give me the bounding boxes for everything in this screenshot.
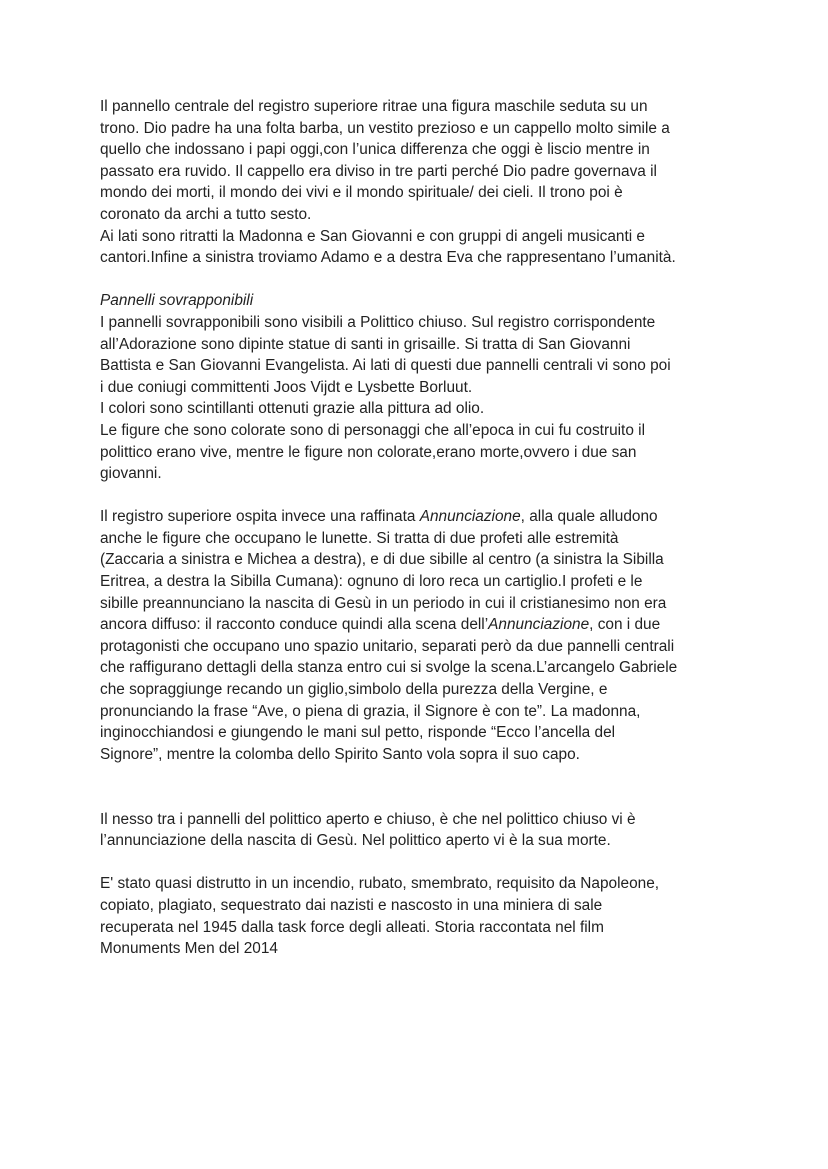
text-line: all’Adorazione sono dipinte statue di santi in grisaille. Si tratta di San Giovanni: [100, 335, 631, 353]
text-line: I pannelli sovrapponibili sono visibili a Polittico chiuso. Sul registro corrispondente: [100, 313, 656, 331]
text-line: i due coniugi committenti Joos Vijdt e Lysbette Borluut.: [100, 378, 473, 396]
paragraph-nesso: [100, 809, 740, 852]
text-line: che sopraggiunge recando un giglio,simbolo della purezza della Vergine, e: [100, 681, 608, 699]
text-line: Ai lati sono ritratti la Madonna e San Giovanni e con gruppi di angeli musicanti e: [100, 227, 645, 245]
text-line: polittico erano vive, mentre le figure non colorate,erano morte,ovvero i due san: [100, 443, 637, 461]
text-line: (Zaccaria a sinistra e Michea a destra), e di due sibille al centro (a sinistra la Sibilla: [100, 551, 664, 569]
text-line: giovanni.: [100, 465, 162, 483]
text-line: I colori sono scintillanti ottenuti grazie alla pittura ad olio.: [100, 400, 485, 418]
paragraph-dio-padre: [100, 96, 740, 269]
text-line: Monuments Men del 2014: [100, 940, 278, 958]
text-line: Il pannello centrale del registro superiore ritrae una figura maschile seduta su un: [100, 98, 648, 115]
text-line: Battista e San Giovanni Evangelista. Ai lati di questi due pannelli centrali vi sono poi: [100, 357, 671, 375]
text-line: inginocchiandosi e giungendo le mani sul petto, risponde “Ecco l’ancella del: [100, 724, 616, 742]
paragraph-spacer: [100, 269, 740, 291]
text-line: recuperata nel 1945 dalla task force degli alleati. Storia raccontata nel film: [100, 918, 604, 936]
text-line: Il nesso tra i pannelli del polittico aperto e chiuso, è che nel polittico chiuso vi è: [100, 810, 636, 828]
text-line: Eritrea, a destra la Sibilla Cumana): ognuno di loro reca un cartiglio.I profeti e le: [100, 573, 643, 591]
paragraph-storia: [100, 873, 740, 959]
paragraph-spacer: [100, 852, 740, 874]
text-line: E' stato quasi distrutto in un incendio, rubato, smembrato, requisito da Napoleone,: [100, 875, 660, 893]
text-line: Le figure che sono colorate sono di personaggi che all’epoca in cui fu costruito il: [100, 421, 645, 439]
text-line: Il registro superiore ospita invece una raffinata Annunciazione, alla quale alludono: [100, 508, 658, 526]
text-line: copiato, plagiato, sequestrato dai nazisti e nascosto in una miniera di sale: [100, 896, 603, 914]
text-line: mondo dei morti, il mondo dei vivi e il mondo spirituale/ dei cieli. Il trono poi è: [100, 184, 623, 202]
text-line: coronato da archi a tutto sesto.: [100, 205, 312, 223]
text-line: sibille preannunciano la nascita di Gesù in un periodo in cui il cristianesimo non era: [100, 594, 667, 612]
section-pannelli-sovrapponibili: [100, 290, 740, 484]
text-line: che raffigurano dettagli della stanza entro cui si svolge la scena.L’arcangelo Gabriele: [100, 659, 678, 677]
document-page: [100, 96, 740, 960]
section-heading: Pannelli sovrapponibili: [100, 292, 254, 310]
text-line: l’annunciazione della nascita di Gesù. Nel polittico aperto vi è la sua morte.: [100, 832, 611, 850]
text-line: protagonisti che occupano uno spazio unitario, separati però da due pannelli centrali: [100, 637, 675, 655]
text-line: trono. Dio padre ha una folta barba, un vestito prezioso e un cappello molto simile a: [100, 119, 670, 137]
paragraph-annunciazione: [100, 506, 740, 765]
text-line: pronunciando la frase “Ave, o piena di grazia, il Signore è con te”. La madonna,: [100, 702, 641, 720]
text-line: anche le figure che occupano le lunette. Si tratta di due profeti alle estremità: [100, 529, 619, 547]
text-line: Signore”, mentre la colomba dello Spirito Santo vola sopra il suo capo.: [100, 745, 580, 763]
text-line: quello che indossano i papi oggi,con l’unica differenza che oggi è liscio mentre in: [100, 141, 650, 159]
paragraph-spacer: [100, 485, 740, 507]
text-line: ancora diffuso: il racconto conduce quindi alla scena dell’Annunciazione, con i due: [100, 616, 661, 634]
text-line: passato era ruvido. Il cappello era diviso in tre parti perché Dio padre governava il: [100, 162, 657, 180]
paragraph-spacer: [100, 765, 740, 808]
text-line: cantori.Infine a sinistra troviamo Adamo e a destra Eva che rappresentano l’umanità.: [100, 249, 676, 267]
